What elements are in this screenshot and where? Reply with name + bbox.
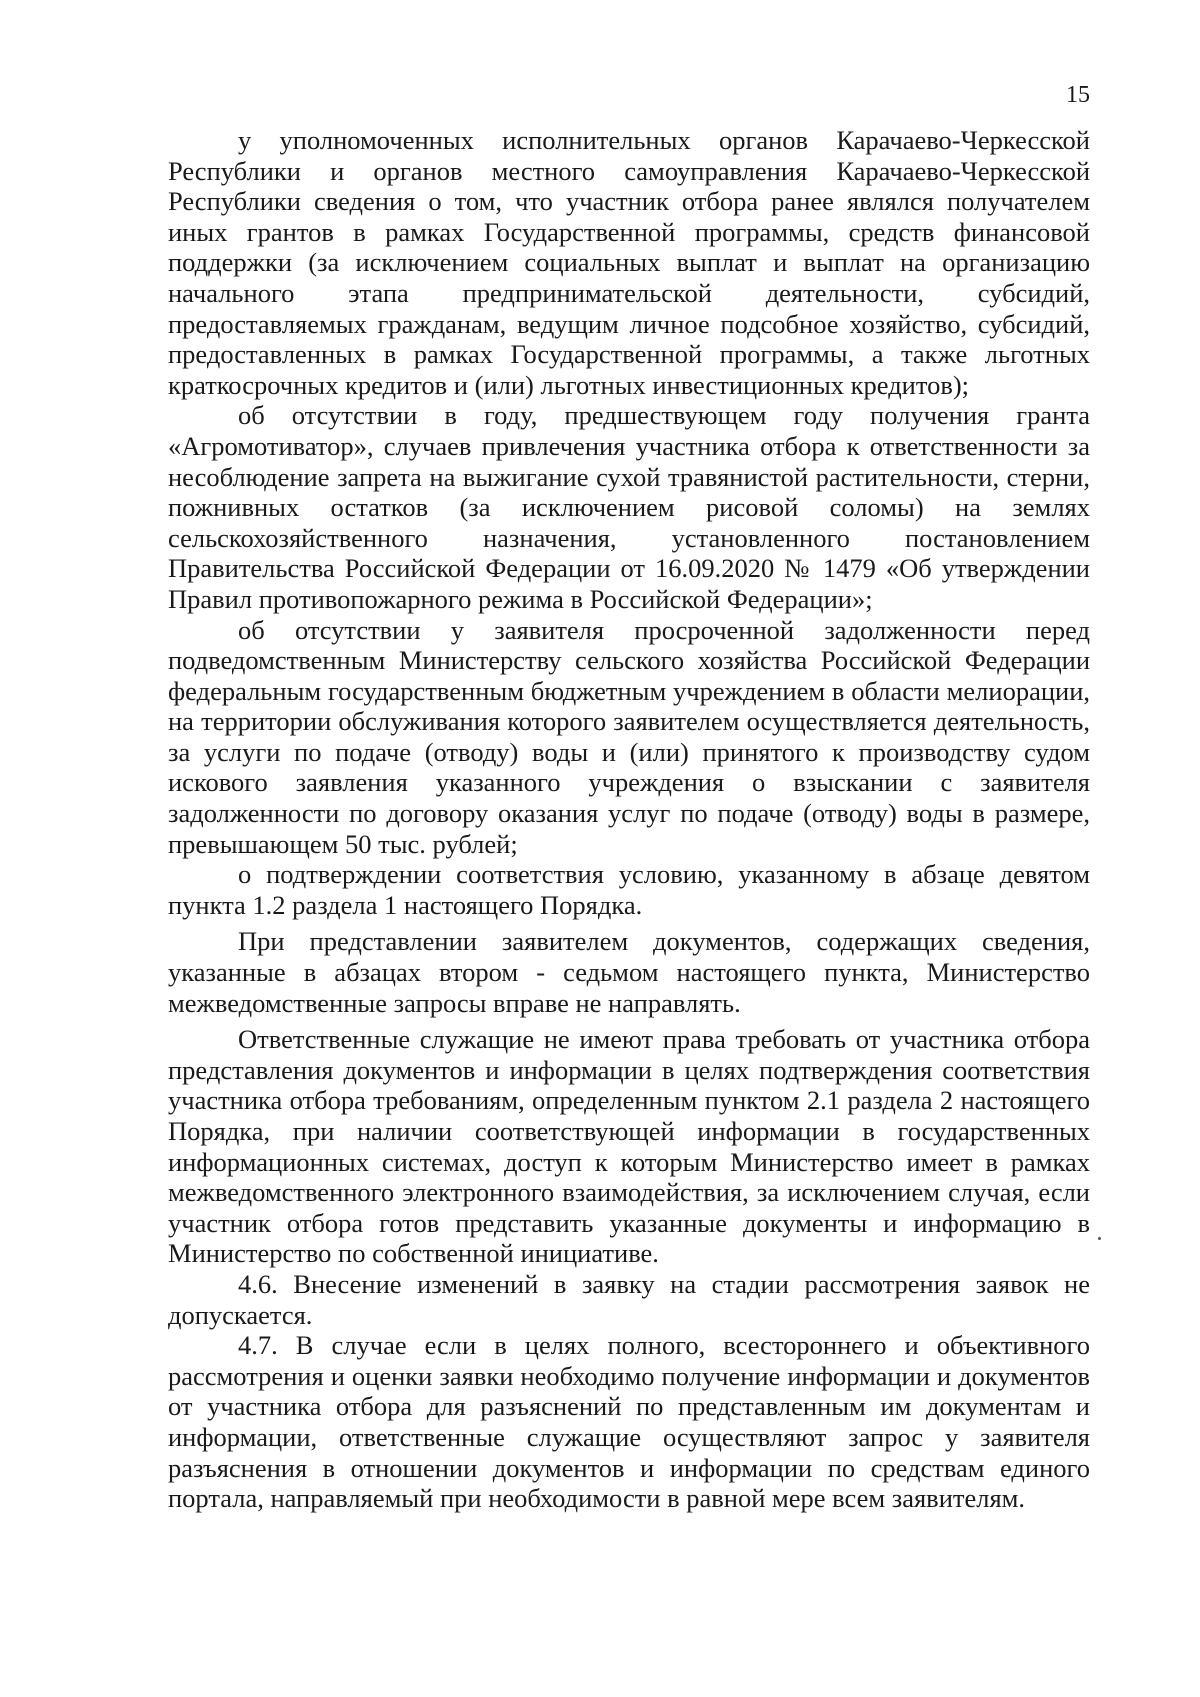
page-number: 15 [1066, 82, 1090, 108]
paragraph-3: об отсутствии у заявителя просроченной задолженности перед подведомственным Министерству сельского хозяйства Российской Федерации федеральным государственным бюджетным учреждением в области мелиорации, на территории обслуживания которого заявителем осуществляется деятельность, за услуги по подаче (отводу) воды и (или) принятого к производству судом искового заявления указанного учреждения о взыскании с заявителя задолженности по договору оказания услуг по подаче (отводу) воды в размере, превышающем 50 тыс. рублей; [168, 614, 1090, 859]
paragraph-5: При представлении заявителем документов, содержащих сведения, указанные в абзацах втором - седьмом настоящего пункта, Министерство межведомственные запросы вправе не направлять. [168, 926, 1090, 1018]
paragraph-2: об отсутствии в году, предшествующем году получения гранта «Агромотиватор», случаев привлечения участника отбора к ответственности за несоблюдение запрета на выжигание сухой травянистой растительности, стерни, пожнивных остатков (за исключением рисовой соломы) на землях сельскохозяйственного назначения, установленного постановлением Правительства Российской Федерации от 16.09.2020 № 1479 «Об утверждении Правил противопожарного режима в Российской Федерации»; [168, 400, 1090, 614]
paragraph-6: Ответственные служащие не имеют права требовать от участника отбора представления документов и информации в целях подтверждения соответствия участника отбора требованиям, определенным пунктом 2.1 раздела 2 настоящего Порядка, при наличии соответствующей информации в государственных информационных системах, доступ к которым Министерство имеет в рамках межведомственного электронного взаимодействия, за исключением случая, если участник отбора готов представить указанные документы и информацию в Министерство по собственной инициативе. [168, 1024, 1090, 1269]
scan-speck [1098, 1237, 1101, 1240]
body-text [168, 125, 1090, 1514]
paragraph-7: 4.6. Внесение изменений в заявку на стадии рассмотрения заявок не допускается. [168, 1268, 1090, 1330]
paragraph-1: у уполномоченных исполнительных органов Карачаево-Черкесской Республики и органов местного самоуправления Карачаево-Черкесской Республики сведения о том, что участник отбора ранее являлся получателем иных грантов в рамках Государственной программы, средств финансовой поддержки (за исключением социальных выплат и выплат на организацию начального этапа предпринимательской деятельности, субсидий, предоставляемых гражданам, ведущим личное подсобное хозяйство, субсидий, предоставленных в рамках Государственной программы, а также льготных краткосрочных кредитов и (или) льготных инвестиционных кредитов); [168, 125, 1090, 400]
paragraph-8: 4.7. В случае если в целях полного, всестороннего и объективного рассмотрения и оценки заявки необходимо получение информации и документов от участника отбора для разъяснений по представленным им документам и информации, ответственные служащие осуществляют запрос у заявителя разъяснения в отношении документов и информации по средствам единого портала, направляемый при необходимости в равной мере всем заявителям. [168, 1330, 1090, 1514]
paragraph-4: о подтверждении соответствия условию, указанному в абзаце девятом пункта 1.2 раздела 1 настоящего Порядка. [168, 859, 1090, 920]
